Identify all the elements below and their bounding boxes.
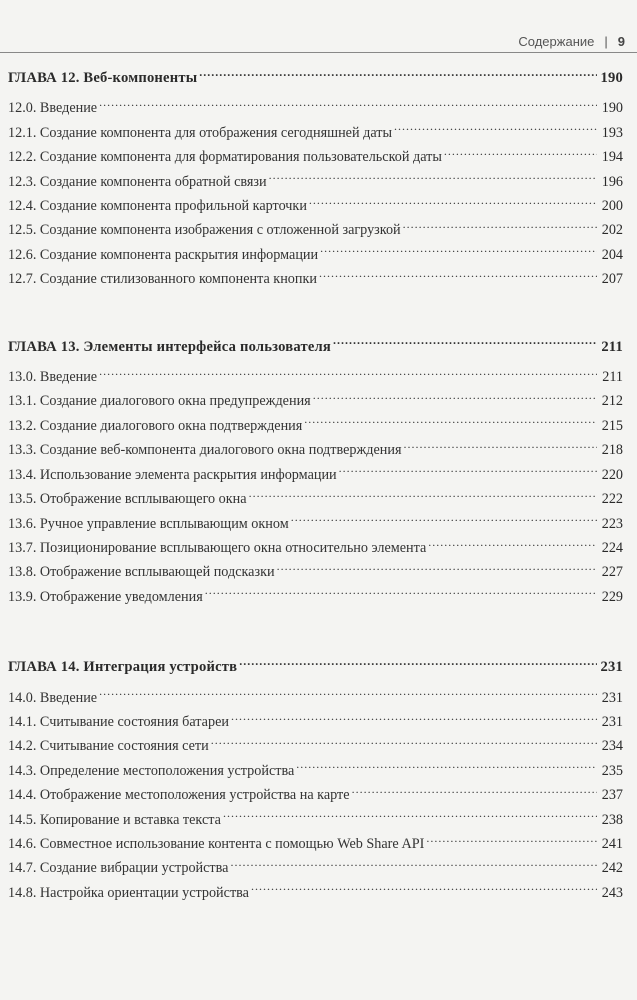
toc-entry-page: 193 — [601, 124, 623, 141]
leader-dots — [320, 245, 597, 259]
toc-entry-page: 242 — [601, 860, 623, 877]
toc-entry[interactable] — [8, 536, 623, 560]
toc-entry-label: 14.1. Считывание состояния батареи — [8, 713, 229, 730]
leader-dots — [403, 220, 597, 234]
toc-entry-page: 227 — [601, 564, 623, 581]
running-header — [518, 34, 625, 49]
toc-entry-label: 14.3. Определение местоположения устройства — [8, 762, 295, 779]
toc-entry-label: 14.5. Копирование и вставка текста — [8, 811, 221, 828]
toc-entry-label: 12.4. Создание компонента профильной карточки — [8, 198, 307, 215]
toc-entry-page: 231 — [601, 713, 623, 730]
toc-entry[interactable] — [8, 585, 623, 609]
leader-dots — [319, 269, 597, 283]
leader-dots — [313, 391, 597, 405]
toc-entry-page: 215 — [601, 417, 623, 434]
toc-entry[interactable] — [8, 710, 623, 734]
leader-dots — [277, 562, 597, 576]
leader-dots — [333, 336, 597, 351]
toc-entry[interactable] — [8, 856, 623, 880]
toc-entry-page: 231 — [601, 689, 623, 706]
leader-dots — [230, 858, 597, 872]
leader-dots — [428, 538, 597, 552]
toc-entry[interactable] — [8, 414, 623, 438]
toc-entry-page: 238 — [601, 811, 623, 828]
toc-entry-label: 13.4. Использование элемента раскрытия информации — [8, 466, 337, 483]
leader-dots — [205, 587, 597, 601]
toc-entry[interactable] — [8, 365, 623, 389]
toc-entry-page: 222 — [601, 491, 623, 508]
leader-dots — [404, 440, 597, 454]
toc-entry[interactable] — [8, 96, 623, 120]
toc-entry-label: 14.0. Введение — [8, 689, 98, 706]
toc-entry-page: 190 — [601, 100, 623, 117]
toc-entry-label: 12.7. Создание стилизованного компонента кнопки — [8, 271, 317, 288]
toc-entry-page: 196 — [601, 173, 623, 190]
toc-entry[interactable] — [8, 783, 623, 807]
leader-dots — [444, 147, 597, 161]
chapter-section — [8, 335, 623, 609]
chapter-gap — [8, 292, 623, 335]
toc-entry-page: 218 — [601, 442, 623, 459]
toc-entry[interactable] — [8, 145, 623, 169]
toc-entry-label: 12.6. Создание компонента раскрытия информации — [8, 246, 319, 263]
header-page-number: 9 — [617, 34, 625, 49]
chapter-page: 231 — [600, 659, 623, 676]
toc-entry-label: 13.3. Создание веб-компонента диалогового окна подтверждения — [8, 442, 402, 459]
toc-entry[interactable] — [8, 881, 623, 905]
toc-entry-label: 13.9. Отображение уведомления — [8, 588, 203, 605]
toc-entry-page: 235 — [601, 762, 623, 779]
toc-entry-label: 12.3. Создание компонента обратной связи — [8, 173, 267, 190]
toc-entry-label: 14.7. Создание вибрации устройства — [8, 860, 229, 877]
header-section-title: Содержание — [518, 34, 595, 49]
toc-entry-page: 212 — [601, 393, 623, 410]
chapter-section — [8, 66, 623, 292]
toc-entry[interactable] — [8, 759, 623, 783]
leader-dots — [296, 761, 597, 775]
toc-entry-page: 194 — [601, 149, 623, 166]
toc-entry-label: 14.4. Отображение местоположения устройства на карте — [8, 787, 350, 804]
toc-entry-page: 200 — [601, 198, 623, 215]
toc-entry-page: 211 — [602, 369, 623, 386]
chapter-page: 190 — [600, 70, 623, 86]
toc-entry-page: 204 — [601, 246, 623, 263]
toc-entry[interactable] — [8, 560, 623, 584]
toc-entry[interactable] — [8, 463, 623, 487]
toc-entry[interactable] — [8, 734, 623, 758]
leader-dots — [352, 785, 597, 799]
toc-entry[interactable] — [8, 218, 623, 242]
chapter-title: ГЛАВА 14. Интеграция устройств — [8, 659, 238, 676]
leader-dots — [249, 489, 597, 503]
chapter-title: ГЛАВА 12. Веб-компоненты — [8, 70, 198, 86]
toc-entry-label: 14.8. Настройка ориентации устройства — [8, 884, 249, 901]
toc-entry-label: 12.2. Создание компонента для форматирования пользовательской даты — [8, 149, 442, 166]
toc-entry-label: 13.5. Отображение всплывающего окна — [8, 491, 247, 508]
toc-entry-label: 14.6. Совместное использование контента с помощью Web Share API — [8, 835, 425, 852]
leader-dots — [251, 883, 597, 897]
toc-entry-page: 224 — [601, 539, 623, 556]
header-separator: | — [604, 34, 608, 49]
toc-entry-page: 207 — [601, 271, 623, 288]
toc-entry[interactable] — [8, 808, 623, 832]
toc-entry[interactable] — [8, 121, 623, 145]
toc-entry-label: 12.5. Создание компонента изображения с отложенной загрузкой — [8, 222, 401, 239]
toc-entry[interactable] — [8, 686, 623, 710]
toc-entry[interactable] — [8, 389, 623, 413]
toc-entry-page: 220 — [601, 466, 623, 483]
leader-dots — [99, 98, 597, 112]
chapter-heading[interactable] — [8, 335, 623, 359]
leader-dots — [394, 123, 597, 137]
chapter-section — [8, 655, 623, 905]
leader-dots — [309, 196, 597, 210]
toc-entry-label: 12.1. Создание компонента для отображения сегодняшней даты — [8, 124, 392, 141]
toc-entry-page: 234 — [601, 738, 623, 755]
chapter-heading[interactable] — [8, 655, 623, 679]
header-rule — [0, 52, 637, 53]
chapter-page: 211 — [601, 338, 623, 355]
toc-entry-page: 202 — [601, 222, 623, 239]
leader-dots — [304, 416, 597, 430]
leader-dots — [199, 67, 597, 82]
toc-entry-label: 13.0. Введение — [8, 369, 98, 386]
leader-dots — [211, 736, 597, 750]
toc-entry-label: 13.7. Позиционирование всплывающего окна относительно элемента — [8, 539, 427, 556]
table-of-contents — [8, 66, 623, 905]
toc-entry-page: 223 — [601, 515, 623, 532]
toc-entry[interactable] — [8, 267, 623, 291]
chapter-gap — [8, 609, 623, 655]
chapter-title: ГЛАВА 13. Элементы интерфейса пользователя — [8, 338, 332, 355]
toc-entry[interactable] — [8, 243, 623, 267]
toc-entry[interactable] — [8, 832, 623, 856]
toc-entry[interactable] — [8, 438, 623, 462]
toc-entry-page: 243 — [601, 884, 623, 901]
toc-entry[interactable] — [8, 170, 623, 194]
toc-entry-label: 13.6. Ручное управление всплывающим окном — [8, 515, 289, 532]
leader-dots — [291, 513, 597, 527]
leader-dots — [426, 834, 597, 848]
leader-dots — [239, 657, 597, 672]
toc-entry-label: 13.1. Создание диалогового окна предупреждения — [8, 393, 311, 410]
toc-entry-page: 237 — [601, 787, 623, 804]
toc-entry[interactable] — [8, 487, 623, 511]
toc-entry-page: 241 — [601, 835, 623, 852]
toc-entry[interactable] — [8, 194, 623, 218]
chapter-heading[interactable] — [8, 66, 623, 90]
leader-dots — [99, 367, 597, 381]
leader-dots — [231, 712, 597, 726]
toc-entry-label: 13.2. Создание диалогового окна подтверждения — [8, 417, 303, 434]
leader-dots — [223, 809, 597, 823]
toc-entry-label: 13.8. Отображение всплывающей подсказки — [8, 564, 275, 581]
toc-entry-label: 14.2. Считывание состояния сети — [8, 738, 209, 755]
leader-dots — [269, 171, 597, 185]
toc-entry[interactable] — [8, 512, 623, 536]
toc-entry-page: 229 — [601, 588, 623, 605]
toc-entry-label: 12.0. Введение — [8, 100, 98, 117]
leader-dots — [99, 687, 597, 701]
leader-dots — [339, 465, 597, 479]
